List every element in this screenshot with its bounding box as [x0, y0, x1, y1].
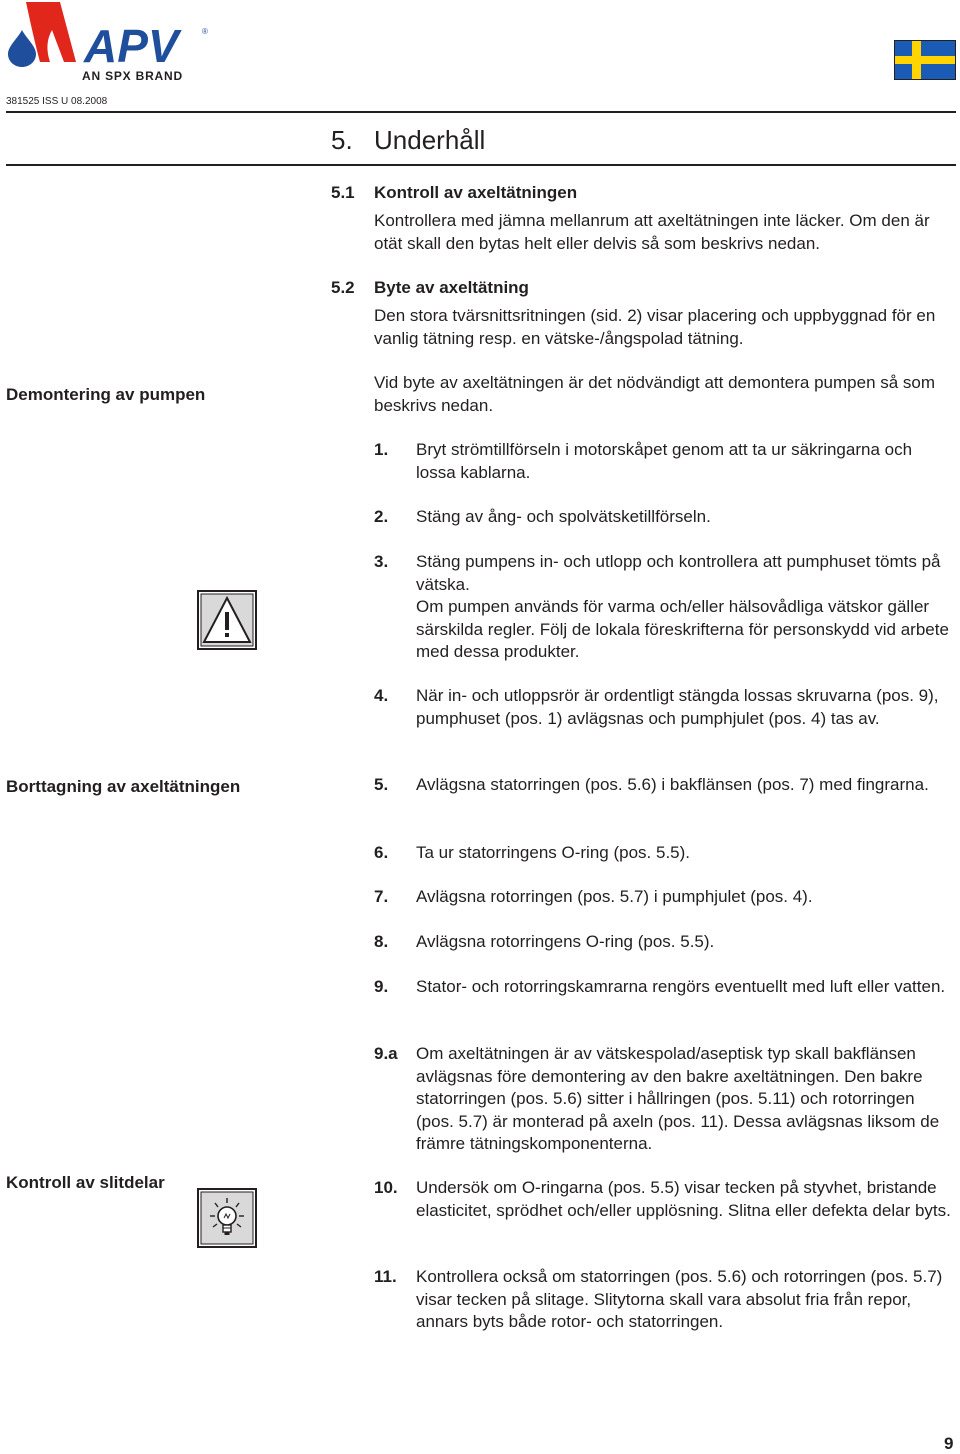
step-number: 8. — [374, 932, 389, 951]
step-number: 6. — [374, 843, 389, 862]
step-text: När in- och utloppsrör är ordentligt stängda lossas skruvarna (pos. 9), pumphuset (pos. 1) avlägsnas och pumphjulet (pos. 4) tas av. — [416, 686, 939, 728]
chapter-rule — [6, 164, 956, 166]
step-number: 9. — [374, 977, 389, 996]
step-number: 3. — [374, 552, 389, 571]
step-text: Undersök om O-ringarna (pos. 5.5) visar tecken på styvhet, bristande elasticitet, sprödhet och/eller upplösning. Slitna eller defekta delar byts. — [416, 1178, 951, 1220]
step-text: Ta ur statorringens O-ring (pos. 5.5). — [416, 843, 691, 862]
document-id: 381525 ISS U 08.2008 — [6, 96, 108, 107]
chapter-title: Underhåll — [374, 125, 486, 155]
step-number: 7. — [374, 887, 389, 906]
step-number: 4. — [374, 686, 389, 705]
step-text: Om axeltätningen är av vätskespolad/aseptisk typ skall bakflänsen avlägsnas före demontering av den bakre axeltätningen. Den bakre statorringen (pos. 5.6) sitter i hållringen (pos. 5.11) och rotorringen (pos. 5.7) är monterad på axeln (pos. 11). Dessa avlägsnas liksom de främre tätningskomponenterna. — [416, 1044, 940, 1153]
step-number: 9.a — [374, 1044, 398, 1063]
step-text: Stator- och rotorringskamrarna rengörs eventuellt med luft eller vatten. — [416, 977, 946, 996]
step-text: Kontrollera också om statorringen (pos. 5.6) och rotorringen (pos. 5.7) visar tecken på slitage. Slitytorna skall vara absolut fria från repor, annars byts både rotor- och statorringen. — [416, 1267, 943, 1331]
page-number: 9 — [944, 1434, 954, 1453]
svg-text:AN SPX BRAND: AN SPX BRAND — [82, 69, 183, 83]
swedish-flag-icon — [894, 40, 956, 80]
chapter-number: 5. — [331, 125, 353, 155]
step-text: Stäng av ång- och spolvätsketillförseln. — [416, 507, 711, 526]
step-warning-text: Om pumpen används för varma och/eller hälsovådliga vätskor gäller särskilda regler. Följ de lokala föreskrifterna för personskydd vid arbete med dessa produkter. — [416, 597, 949, 661]
lightbulb-icon — [197, 1188, 257, 1248]
step-number: 2. — [374, 507, 389, 526]
step-text: Avlägsna statorringen (pos. 5.6) i bakflänsen (pos. 7) med fingrarna. — [416, 775, 929, 794]
step-text: Bryt strömtillförseln i motorskåpet genom att ta ur säkringarna och lossa kablarna. — [416, 440, 913, 482]
step-number: 1. — [374, 440, 389, 459]
logo-drop-icon — [8, 30, 36, 67]
svg-text:APV: APV — [84, 20, 179, 72]
header-rule — [6, 111, 956, 113]
section-paragraph: Kontrollera med jämna mellanrum att axeltätningen inte läcker. Om den är otät skall den bytas helt eller delvis så som beskrivs nedan. — [374, 211, 930, 253]
section-paragraph: Vid byte av axeltätningen är det nödvändigt att demontera pumpen så som beskrivs nedan. — [374, 373, 936, 415]
section-paragraph: Den stora tvärsnittsritningen (sid. 2) visar placering och uppbyggnad för en vanlig tätning resp. en vätske-/ångspolad tätning. — [374, 306, 936, 348]
section-title: Byte av axeltätning — [374, 278, 529, 297]
step-text: Avlägsna rotorringen (pos. 5.7) i pumphjulet (pos. 4). — [416, 887, 813, 906]
side-label-dismantling: Demontering av pumpen — [6, 385, 206, 404]
apv-logo — [4, 0, 214, 84]
step-text: Stäng pumpens in- och utlopp och kontrollera att pumphuset tömts på vätska. — [416, 552, 941, 594]
section-number: 5.1 — [331, 183, 355, 202]
step-number: 5. — [374, 775, 389, 794]
warning-icon — [197, 590, 257, 650]
section-title: Kontroll av axeltätningen — [374, 183, 578, 202]
step-text: Avlägsna rotorringens O-ring (pos. 5.5). — [416, 932, 715, 951]
section-number: 5.2 — [331, 278, 355, 297]
step-number: 11. — [374, 1267, 397, 1286]
step-number: 10. — [374, 1178, 398, 1197]
side-label-seal-removal: Borttagning av axeltätningen — [6, 777, 241, 796]
side-label-wear-check: Kontroll av slitdelar — [6, 1173, 165, 1192]
svg-text:®: ® — [202, 27, 208, 36]
